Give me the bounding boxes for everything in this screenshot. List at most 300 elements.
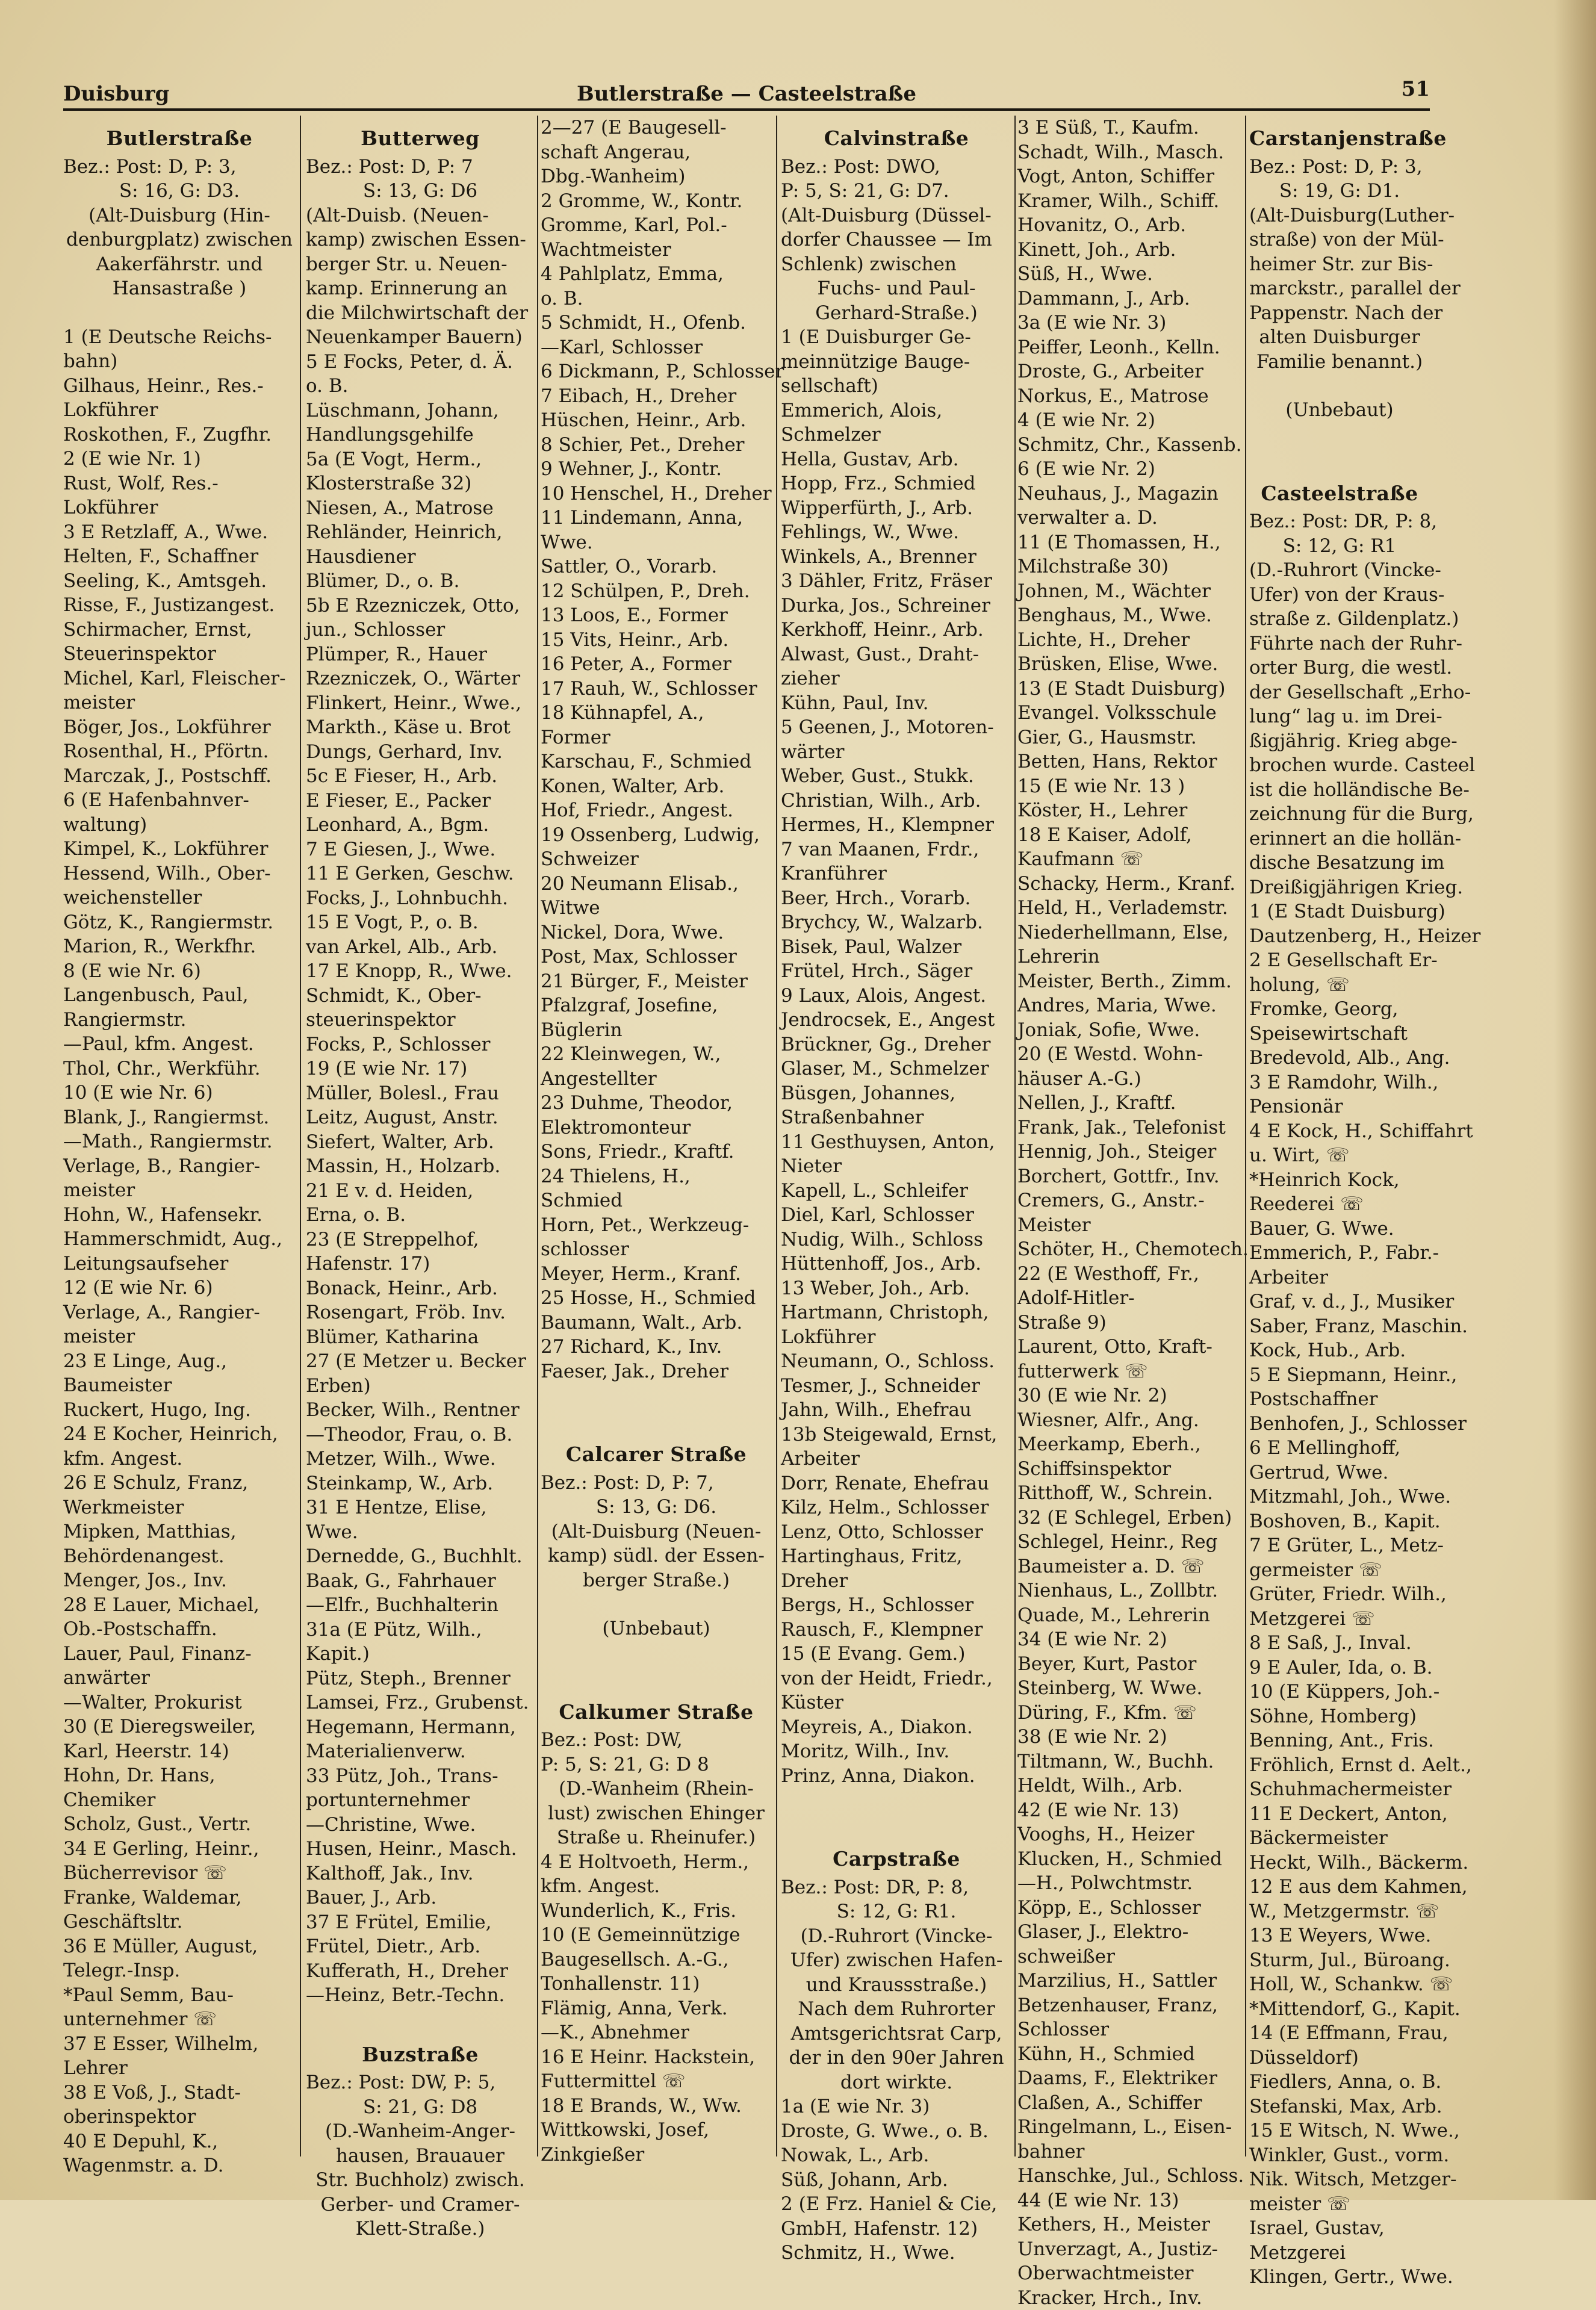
directory-entry: 11 E Gerken, Geschw. [306, 862, 535, 886]
directory-entry: Bez.: Post: D, P: 3, [1249, 155, 1430, 179]
directory-entry: Laurent, Otto, Kraft- [1017, 1335, 1250, 1359]
directory-entry: 17 E Knopp, R., Wwe. [306, 959, 535, 984]
section-spacer [781, 1812, 1012, 1836]
street-description: alten Duisburger [1249, 325, 1430, 350]
directory-entry: Lokführer [781, 1325, 1012, 1350]
directory-entry: Schuhmachermeister [1249, 1777, 1430, 1802]
directory-entry: *Mittendorf, G., Kapit. [1249, 1997, 1430, 2022]
directory-entry: Lenz, Otto, Schlosser [781, 1520, 1012, 1545]
directory-entry: Risse, F., Justizangest. [63, 593, 296, 618]
directory-entry: Hegemann, Hermann, [306, 1715, 535, 1740]
directory-entry: 24 E Kocher, Heinrich, [63, 1422, 296, 1447]
directory-entry: 6 (E Hafenbahnver- [63, 788, 296, 813]
directory-entry: Schlosser [1017, 2017, 1250, 2042]
directory-entry: 27 Richard, K., Inv. [541, 1335, 772, 1359]
directory-entry: 2 Gromme, W., Kontr. [541, 189, 772, 214]
directory-entry: Geschäftsltr. [63, 1910, 296, 1934]
directory-entry: 30 (E wie Nr. 2) [1017, 1383, 1250, 1408]
directory-entry: Hopp, Frz., Schmied [781, 471, 1012, 496]
directory-entry: Focks, J., Lohnbuchh. [306, 886, 535, 911]
directory-entry: Saber, Franz, Maschin. [1249, 1314, 1430, 1339]
directory-entry: 33 Pütz, Joh., Trans- [306, 1764, 535, 1789]
directory-entry: 8 (E wie Nr. 6) [63, 959, 296, 984]
header-city: Duisburg [63, 82, 169, 106]
directory-entry: unternehmer ☏ [63, 2007, 296, 2032]
directory-entry: Düsseldorf) [1249, 2046, 1430, 2070]
directory-entry: Kerkhoff, Heinr., Arb. [781, 618, 1012, 642]
street-description: S: 13, G: D6. [541, 1495, 772, 1520]
directory-entry: E Fieser, E., Packer [306, 789, 535, 813]
street-description: S: 19, G: D1. [1249, 179, 1430, 203]
directory-entry: Hartmann, Christoph, [781, 1300, 1012, 1325]
directory-entry: Mitzmahl, Joh., Wwe. [1249, 1485, 1430, 1509]
directory-entry: Metzgerei ☏ [1249, 1607, 1430, 1632]
directory-entry: Dernedde, G., Buchhlt. [306, 1544, 535, 1569]
directory-entry: meister ☏ [1249, 2192, 1430, 2217]
directory-entry: Leonhard, A., Bgm. [306, 813, 535, 837]
directory-entry: ist die holländische Be- [1249, 778, 1430, 803]
directory-entry: Dorr, Renate, Ehefrau [781, 1471, 1012, 1496]
street-description: Ufer) zwischen Hafen- [781, 1948, 1012, 1973]
street-description: Pappenstr. Nach der [1249, 301, 1430, 326]
directory-entry: Baugesellsch. A.-G., [541, 1948, 772, 1972]
directory-entry: Speisewirtschaft [1249, 1022, 1430, 1046]
directory-entry: Führte nach der Ruhr- [1249, 632, 1430, 656]
directory-entry: 11 Lindemann, Anna, [541, 506, 772, 530]
directory-entry: Betten, Hans, Rektor [1017, 750, 1250, 774]
street-heading: Casteelstraße [1249, 482, 1430, 506]
directory-entry: Bez.: Post: D, P: 7, [541, 1471, 772, 1495]
directory-entry: 12 (E wie Nr. 6) [63, 1276, 296, 1300]
directory-entry: Süß, H., Wwe. [1017, 262, 1250, 287]
directory-entry: Brychcy, W., Walzarb. [781, 910, 1012, 935]
directory-entry: (D.-Ruhrort (Vincke- [1249, 558, 1430, 583]
directory-entry: Kramer, Wilh., Schiff. [1017, 189, 1250, 214]
directory-entry: Bonack, Heinr., Arb. [306, 1276, 535, 1301]
directory-entry: Schacky, Herm., Kranf. [1017, 872, 1250, 896]
directory-entry: Wwe. [541, 530, 772, 555]
directory-entry: 15 E Witsch, N. Wwe., [1249, 2119, 1430, 2143]
street-description: Amtsgerichtsrat Carp, [781, 2022, 1012, 2046]
directory-entry: Kock, Hub., Arb. [1249, 1338, 1430, 1363]
directory-entry: 38 (E wie Nr. 2) [1017, 1725, 1250, 1750]
directory-entry: Konen, Walter, Arb. [541, 774, 772, 799]
header-street-range: Butlerstraße — Casteelstraße [63, 82, 1430, 106]
street-description: (Unbebaut) [1249, 398, 1430, 423]
directory-entry: oberinspektor [63, 2105, 296, 2129]
directory-entry: Scholz, Gust., Vertr. [63, 1812, 296, 1837]
directory-entry: Rosengart, Fröb. Inv. [306, 1300, 535, 1325]
directory-entry: Küster [781, 1691, 1012, 1715]
directory-entry: straße z. Gildenplatz.) [1249, 607, 1430, 632]
directory-entry: 14 (E Effmann, Frau, [1249, 2021, 1430, 2046]
directory-entry: Beer, Hrch., Vorarb. [781, 886, 1012, 911]
directory-entry: Faeser, Jak., Dreher [541, 1359, 772, 1384]
directory-entry: portunternehmer [306, 1788, 535, 1813]
directory-entry: Unverzagt, A., Justiz- [1017, 2237, 1250, 2262]
directory-entry: Gromme, Karl, Pol.- [541, 213, 772, 238]
directory-entry: 38 E Voß, J., Stadt- [63, 2081, 296, 2105]
directory-entry: Schmidt, K., Ober- [306, 984, 535, 1008]
directory-entry: Jahn, Wilh., Ehefrau [781, 1398, 1012, 1423]
directory-entry: Rausch, F., Klempner [781, 1618, 1012, 1642]
directory-entry: Former [541, 725, 772, 750]
directory-entry: 28 E Lauer, Michael, [63, 1593, 296, 1618]
directory-entry: Tiltmann, W., Buchh. [1017, 1750, 1250, 1774]
directory-entry: Seeling, K., Amtsgeh. [63, 569, 296, 594]
directory-entry: Lehrerin [1017, 945, 1250, 969]
street-heading: Calvinstraße [781, 126, 1012, 151]
directory-entry: Heckt, Wilh., Bäckerm. [1249, 1851, 1430, 1875]
directory-entry: 18 E Kaiser, Adolf, [1017, 823, 1250, 848]
street-description: (D.-Wanheim-Anger- [306, 2119, 535, 2144]
directory-entry: Nellen, J., Kraftf. [1017, 1091, 1250, 1116]
directory-entry: Marczak, J., Postschff. [63, 764, 296, 789]
directory-entry: Lichte, H., Dreher [1017, 628, 1250, 653]
directory-entry: 3a (E wie Nr. 3) [1017, 311, 1250, 335]
directory-entry: Kilz, Helm., Schlosser [781, 1495, 1012, 1520]
directory-entry: Süß, Johann, Arb. [781, 2168, 1012, 2193]
directory-entry: bahn) [63, 349, 296, 374]
directory-entry: steuerinspektor [306, 1008, 535, 1032]
directory-entry: Schlenk) zwischen [781, 252, 1012, 277]
directory-entry: Büglerin [541, 1018, 772, 1043]
directory-entry: Angestellter [541, 1067, 772, 1091]
section-spacer [781, 1788, 1012, 1812]
directory-entry: Nowak, L., Arb. [781, 2143, 1012, 2168]
directory-entry: kamp. Erinnerung an [306, 276, 535, 301]
street-heading: Calkumer Straße [541, 1700, 772, 1725]
street-description: lust) zwischen Ehinger [541, 1801, 772, 1826]
directory-entry: 44 (E wie Nr. 13) [1017, 2188, 1250, 2213]
page-header [63, 77, 1430, 113]
directory-entry: 40 E Depuhl, K., [63, 2129, 296, 2154]
directory-entry: 3 E Retzlaff, A., Wwe. [63, 520, 296, 545]
directory-entry: Meister [1017, 1213, 1250, 1238]
directory-entry: Grüter, Friedr. Wilh., [1249, 1582, 1430, 1607]
directory-entry: 5c E Fieser, H., Arb. [306, 764, 535, 789]
directory-entry: Sturm, Jul., Büroang. [1249, 1948, 1430, 1973]
directory-entry: Christian, Wilh., Arb. [781, 789, 1012, 813]
directory-entry: Wittkowski, Josef, [541, 2118, 772, 2143]
directory-entry: 12 Schülpen, P., Dreh. [541, 579, 772, 604]
directory-entry: 2 (E wie Nr. 1) [63, 447, 296, 471]
directory-entry: Dreißigjährigen Krieg. [1249, 875, 1430, 900]
directory-entry: Johnen, M., Wächter [1017, 579, 1250, 604]
directory-entry: Zinkgießer [541, 2143, 772, 2167]
directory-entry: Focks, P., Schlosser [306, 1032, 535, 1057]
directory-entry: Thol, Chr., Werkführ. [63, 1057, 296, 1081]
directory-entry: Lauer, Paul, Finanz- [63, 1642, 296, 1666]
directory-entry: 5 Schmidt, H., Ofenb. [541, 311, 772, 335]
directory-entry: 23 E Linge, Aug., [63, 1349, 296, 1374]
directory-entry: Erna, o. B. [306, 1203, 535, 1228]
directory-entry: Bäckermeister [1249, 1826, 1430, 1851]
directory-entry: Rosenthal, H., Pförtn. [63, 739, 296, 764]
column-divider [537, 116, 538, 2156]
directory-entry: Brüsken, Elise, Wwe. [1017, 652, 1250, 677]
directory-entry: —Paul, kfm. Angest. [63, 1032, 296, 1057]
directory-entry: der Gesellschaft „Erho- [1249, 680, 1430, 705]
street-heading: Butterweg [306, 126, 535, 151]
directory-entry: Köster, H., Lehrer [1017, 798, 1250, 823]
directory-entry: 6 (E wie Nr. 2) [1017, 457, 1250, 482]
directory-entry: Kracker, Hrch., Inv. [1017, 2286, 1250, 2310]
directory-entry: Bez.: Post: DR, P: 8, [1249, 509, 1430, 534]
directory-entry: kamp) zwischen Essen- [306, 228, 535, 252]
directory-entry: Steuerinspektor [63, 642, 296, 666]
street-description: S: 12, G: R1 [1249, 534, 1430, 559]
directory-entry: Hartinghaus, Fritz, [781, 1544, 1012, 1569]
directory-entry: 1 (E Stadt Duisburg) [1249, 899, 1430, 924]
directory-entry: 8 Schier, Pet., Dreher [541, 433, 772, 458]
directory-entry: Behördenangest. [63, 1544, 296, 1569]
directory-entry: Bez.: Post: DWO, [781, 155, 1012, 179]
directory-entry: Kühn, H., Schmied [1017, 2042, 1250, 2067]
directory-entry: Lamsei, Frz., Grubenst. [306, 1691, 535, 1715]
directory-entry: Steinkamp, W., Arb. [306, 1471, 535, 1496]
directory-entry: 11 E Deckert, Anton, [1249, 1802, 1430, 1827]
directory-entry: Bauer, G. Wwe. [1249, 1217, 1430, 1241]
directory-entry: 4 (E wie Nr. 2) [1017, 408, 1250, 433]
directory-entry: Straße 9) [1017, 1311, 1250, 1335]
directory-entry: Siefert, Walter, Arb. [306, 1130, 535, 1155]
directory-entry: 22 (E Westhoff, Fr., [1017, 1262, 1250, 1287]
directory-entry: Schmitz, Chr., Kassenb. [1017, 433, 1250, 458]
directory-entry: Nieter [781, 1154, 1012, 1179]
directory-entry: 11 Gesthuysen, Anton, [781, 1130, 1012, 1155]
directory-entry: Wagenmstr. a. D. [63, 2153, 296, 2178]
directory-entry: 9 Wehner, J., Kontr. [541, 457, 772, 482]
section-spacer [1249, 447, 1430, 471]
directory-entry: holung, ☏ [1249, 973, 1430, 998]
directory-entry: Dautzenberg, H., Heizer [1249, 924, 1430, 949]
directory-entry: 18 Kühnapfel, A., [541, 701, 772, 725]
directory-entry: Andres, Maria, Wwe. [1017, 993, 1250, 1018]
street-description: denburgplatz) zwischen [63, 228, 296, 252]
street-description: S: 21, G: D8 [306, 2095, 535, 2120]
street-description: Hansastraße ) [63, 276, 296, 301]
directory-entry: 34 E Gerling, Heinr., [63, 1837, 296, 1861]
directory-entry: 13 Weber, Joh., Arb. [781, 1276, 1012, 1301]
directory-entry: Weber, Gust., Stukk. [781, 764, 1012, 789]
directory-entry: P: 5, S: 21, G: D7. [781, 179, 1012, 203]
directory-entry: 3 E Süß, T., Kaufm. [1017, 116, 1250, 140]
directory-entry: Roskothen, F., Zugfhr. [63, 423, 296, 447]
directory-entry: 4 E Holtvoeth, Herm., [541, 1850, 772, 1875]
directory-entry: Fehlings, W., Wwe. [781, 520, 1012, 545]
directory-entry: dische Besatzung im [1249, 851, 1430, 875]
directory-entry: (Alt-Duisb. (Neuen- [306, 203, 535, 228]
directory-entry: 10 Henschel, H., Dreher [541, 482, 772, 506]
directory-entry: Leitungsaufseher [63, 1252, 296, 1276]
column-divider [1014, 116, 1016, 2156]
directory-entry: Joniak, Sofie, Wwe. [1017, 1018, 1250, 1043]
directory-entry: anwärter [63, 1666, 296, 1691]
directory-entry: Kranführer [781, 862, 1012, 886]
directory-entry: Israel, Gustav, [1249, 2216, 1430, 2241]
directory-entry: Schmitz, H., Wwe. [781, 2241, 1012, 2265]
directory-entry: Hafenstr. 17) [306, 1252, 535, 1276]
directory-entry: Kapell, L., Schleifer [781, 1179, 1012, 1203]
directory-entry: Karl, Heerstr. 14) [63, 1739, 296, 1764]
directory-entry: Büsgen, Johannes, [781, 1081, 1012, 1106]
directory-entry: Schadt, Wilh., Masch. [1017, 140, 1250, 165]
directory-entry: 1 (E Deutsche Reichs- [63, 325, 296, 350]
directory-entry: häuser A.-G.) [1017, 1067, 1250, 1091]
directory-entry: Söhne, Homberg) [1249, 1704, 1430, 1729]
directory-entry: Glaser, M., Schmelzer [781, 1057, 1012, 1081]
directory-entry: Wachtmeister [541, 238, 772, 262]
directory-entry: Bisek, Paul, Walzer [781, 935, 1012, 960]
directory-entry: Witwe [541, 896, 772, 921]
directory-entry: Moritz, Wilh., Inv. [781, 1739, 1012, 1764]
street-description: Str. Buchholz) zwisch. [306, 2168, 535, 2193]
directory-entry: Rehländer, Heinrich, [306, 520, 535, 545]
section-spacer [1249, 374, 1430, 398]
directory-entry: Vooghs, H., Heizer [1017, 1822, 1250, 1847]
directory-entry: 25 Hosse, H., Schmied [541, 1286, 772, 1311]
directory-entry: sellschaft) [781, 374, 1012, 399]
directory-entry: 17 Rauh, W., Schlosser [541, 677, 772, 701]
directory-entry: Hammerschmidt, Aug., [63, 1227, 296, 1252]
directory-entry: 7 E Giesen, J., Wwe. [306, 837, 535, 862]
directory-entry: Wipperfürth, J., Arb. [781, 496, 1012, 521]
directory-entry: Dbg.-Wanheim) [541, 164, 772, 189]
directory-entry: Adolf-Hitler- [1017, 1286, 1250, 1311]
section-spacer [541, 1408, 772, 1432]
directory-entry: 3 E Ramdohr, Wilh., [1249, 1070, 1430, 1095]
directory-entry: Bez.: Post: DW, P: 5, [306, 2070, 535, 2095]
page-number: 51 [1402, 77, 1430, 101]
directory-entry: meister [63, 1324, 296, 1349]
directory-entry: Metzgerei [1249, 2241, 1430, 2265]
directory-entry: Neuenkamper Bauern) [306, 325, 535, 350]
directory-entry: Werkmeister [63, 1495, 296, 1520]
directory-entry: Frütel, Hrch., Säger [781, 959, 1012, 984]
directory-entry: Ritthoff, W., Schrein. [1017, 1481, 1250, 1506]
street-heading: Butlerstraße [63, 126, 296, 151]
directory-entry: o. B. [306, 374, 535, 399]
page-edge-shadow [1554, 0, 1596, 2200]
directory-entry: Pütz, Steph., Brenner [306, 1666, 535, 1691]
directory-entry: Meyer, Herm., Kranf. [541, 1262, 772, 1287]
directory-entry: 13b Steigewald, Ernst, [781, 1423, 1012, 1447]
directory-entry: Baumeister [63, 1373, 296, 1398]
street-description: Gerhard-Straße.) [781, 301, 1012, 326]
directory-entry: 1a (E wie Nr. 3) [781, 2094, 1012, 2119]
directory-entry: Postschaffner [1249, 1387, 1430, 1412]
directory-entry: Hermes, H., Klempner [781, 813, 1012, 837]
directory-entry: 2 (E Frz. Haniel & Cie, [781, 2192, 1012, 2217]
directory-entry: Kimpel, K., Lokführer [63, 837, 296, 862]
directory-entry: Helten, F., Schaffner [63, 544, 296, 569]
directory-entry: 13 E Weyers, Wwe. [1249, 1923, 1430, 1948]
directory-entry: o. B. [541, 287, 772, 311]
street-description: Aakerfährstr. und [63, 252, 296, 277]
directory-entry: —H., Polwchtmstr. [1017, 1871, 1250, 1896]
directory-entry: Sons, Friedr., Kraftf. [541, 1140, 772, 1164]
directory-entry: Wiesner, Alfr., Ang. [1017, 1408, 1250, 1433]
directory-entry: Elektromonteur [541, 1116, 772, 1140]
directory-entry: Daams, F., Elektriker [1017, 2066, 1250, 2091]
directory-entry: 4 E Kock, H., Schiffahrt [1249, 1119, 1430, 1144]
directory-entry: Cremers, G., Anstr.- [1017, 1188, 1250, 1213]
street-heading: Carstanjenstraße [1249, 126, 1430, 151]
street-heading: Buzstraße [306, 2043, 535, 2067]
directory-entry: schweißer [1017, 1945, 1250, 1969]
directory-entry: Benghaus, M., Wwe. [1017, 603, 1250, 628]
directory-entry: Flinkert, Heinr., Wwe., [306, 691, 535, 716]
directory-entry: Marzilius, H., Sattler [1017, 1969, 1250, 1993]
directory-entry: berger Str. u. Neuen- [306, 252, 535, 277]
directory-entry: Hüschen, Heinr., Arb. [541, 408, 772, 433]
directory-entry: Horn, Pet., Werkzeug- [541, 1213, 772, 1238]
directory-entry: Rangiermstr. [63, 1008, 296, 1032]
directory-entry: —Heinz, Betr.-Techn. [306, 1983, 535, 2008]
street-description: Nach dem Ruhrorter [781, 1997, 1012, 2022]
directory-entry: wärter [781, 740, 1012, 765]
column-6 [1249, 116, 1430, 2156]
street-description: berger Straße.) [541, 1568, 772, 1593]
directory-entry: Schmied [541, 1188, 772, 1213]
directory-entry: Tesmer, J., Schneider [781, 1374, 1012, 1399]
directory-entry: 15 E Vogt, P., o. B. [306, 910, 535, 935]
directory-entry: 22 Kleinwegen, W., [541, 1042, 772, 1067]
directory-entry: Nudig, Wilh., Schloss [781, 1228, 1012, 1252]
directory-entry: Hüttenhoff, Jos., Arb. [781, 1252, 1012, 1276]
directory-entry: Durka, Jos., Schreiner [781, 594, 1012, 618]
directory-entry: Bez.: Post: D, P: 7 [306, 155, 535, 179]
directory-entry: Bergs, H., Schlosser [781, 1593, 1012, 1618]
column-4 [781, 116, 1012, 2156]
directory-entry: 2—27 (E Baugesell- [541, 116, 772, 140]
directory-entry: Bauer, J., Arb. [306, 1886, 535, 1910]
directory-entry: bahner [1017, 2140, 1250, 2164]
directory-entry: Emmerich, Alois, [781, 399, 1012, 423]
directory-entry: Massin, H., Holzarb. [306, 1154, 535, 1179]
directory-entry: Bez.: Post: DR, P: 8, [781, 1875, 1012, 1900]
directory-entry: —Karl, Schlosser [541, 335, 772, 360]
directory-entry: Sattler, O., Vorarb. [541, 554, 772, 579]
directory-entry: 10 (E wie Nr. 6) [63, 1081, 296, 1105]
directory-entry: Verlage, B., Rangier- [63, 1154, 296, 1179]
directory-entry: orter Burg, die westl. [1249, 656, 1430, 680]
directory-entry: Blümer, D., o. B. [306, 569, 535, 594]
street-description: Gerber- und Cramer- [306, 2193, 535, 2217]
directory-entry: Post, Max, Schlosser [541, 945, 772, 969]
column-3 [541, 116, 772, 2156]
directory-entry: Prinz, Anna, Diakon. [781, 1764, 1012, 1789]
directory-entry: Dungs, Gerhard, Inv. [306, 740, 535, 765]
directory-entry: —Theodor, Frau, o. B. [306, 1423, 535, 1447]
directory-entry: Claßen, A., Schiffer [1017, 2091, 1250, 2116]
directory-entry: 15 Vits, Heinr., Arb. [541, 628, 772, 653]
directory-entry: Chemiker [63, 1788, 296, 1813]
directory-entry: Meyreis, A., Diakon. [781, 1715, 1012, 1740]
directory-entry: Fromke, Georg, [1249, 997, 1430, 1022]
directory-entry: Husen, Heinr., Masch. [306, 1837, 535, 1861]
directory-entry: Hessend, Wilh., Ober- [63, 862, 296, 886]
directory-entry: Baumann, Walt., Arb. [541, 1311, 772, 1335]
directory-entry: Telegr.-Insp. [63, 1958, 296, 1983]
directory-entry: jun., Schlosser [306, 618, 535, 642]
directory-entry: (Alt-Duisburg (Düssel- [781, 203, 1012, 228]
directory-entry: 5a (E Vogt, Herm., [306, 447, 535, 472]
directory-entry: meister [63, 1178, 296, 1203]
directory-entry: brochen wurde. Casteel [1249, 753, 1430, 778]
header-rule [63, 108, 1430, 111]
